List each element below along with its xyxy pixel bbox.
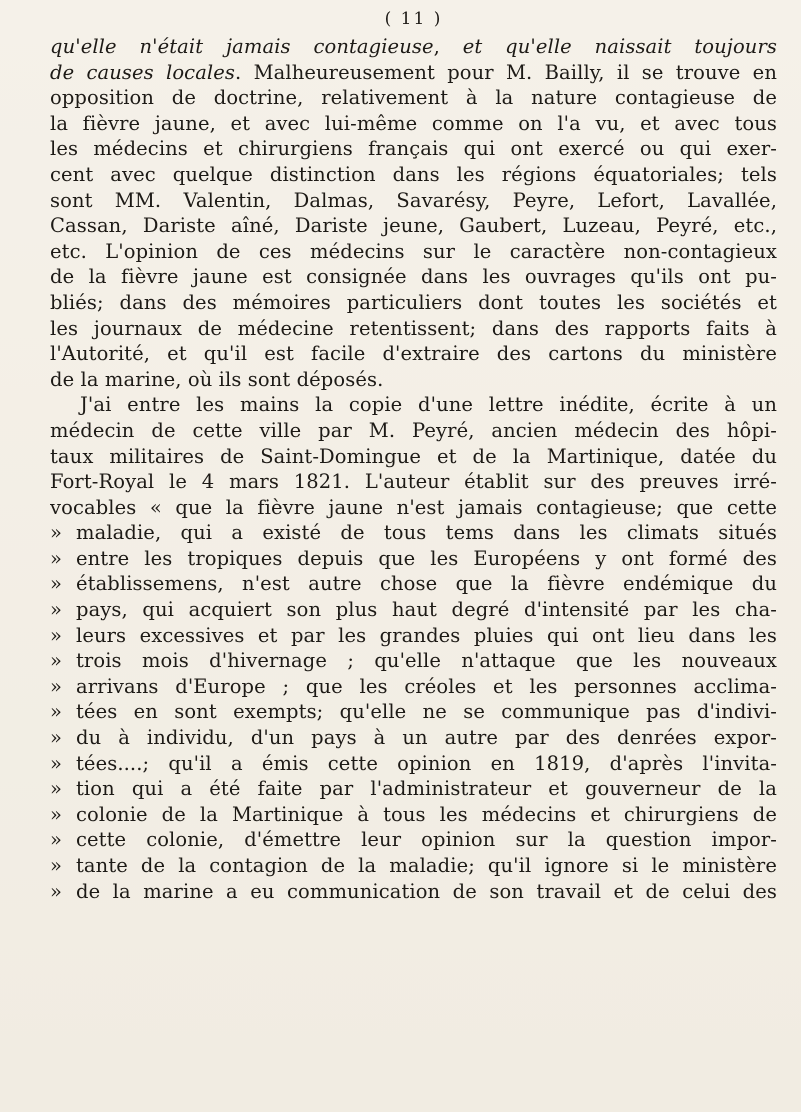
line-text: entre les tropiques depuis que les Européens y ont formé des bbox=[76, 546, 777, 570]
line-text: maladie, qui a existé de tous tems dans les climats situés bbox=[76, 521, 777, 545]
line-text: , bbox=[433, 35, 463, 58]
line-text: établissemens, n'est autre chose que la fièvre endémique du bbox=[76, 572, 777, 596]
text-line: les médecins et chirurgiens français qui ont exercé ou qui exer- bbox=[50, 137, 777, 161]
quote-mark: » bbox=[50, 751, 63, 775]
line-text: colonie de la Martinique à tous les médecins et chirurgiens de bbox=[76, 802, 777, 826]
line-text: . Malheureusement pour M. Bailly, il se trouve en bbox=[235, 60, 777, 84]
quote-mark: » bbox=[50, 700, 63, 724]
quoted-line bbox=[50, 776, 777, 802]
line-text: tion qui a été faite par l'administrateur et gouverneur de la bbox=[76, 777, 777, 801]
quoted-line bbox=[50, 725, 777, 751]
text-line bbox=[50, 60, 777, 86]
quoted-line bbox=[50, 674, 777, 700]
quote-mark: » bbox=[50, 572, 63, 596]
text-line: Cassan, Dariste aîné, Dariste jeune, Gaubert, Luzeau, Peyré, etc., bbox=[50, 214, 777, 238]
text-line: les journaux de médecine retentissent; dans des rapports faits à bbox=[50, 316, 777, 340]
line-text: arrivans d'Europe ; que les créoles et les personnes acclima- bbox=[76, 674, 777, 698]
line-text: tées....; qu'il a émis cette opinion en 1819, d'après l'invita- bbox=[76, 751, 777, 775]
quoted-line bbox=[50, 751, 777, 777]
text-line: opposition de doctrine, relativement à la nature contagieuse de bbox=[50, 86, 777, 110]
quoted-line bbox=[50, 520, 777, 546]
quote-mark: » bbox=[50, 649, 63, 673]
text-line: vocables « que la fièvre jaune n'est jamais contagieuse; que cette bbox=[50, 495, 777, 519]
text-line bbox=[50, 34, 777, 60]
text-line: la fièvre jaune, et avec lui-même comme on l'a vu, et avec tous bbox=[50, 111, 777, 135]
quoted-line bbox=[50, 827, 777, 853]
line-text: de la marine a eu communication de son travail et de celui des bbox=[76, 879, 777, 903]
quote-mark: » bbox=[50, 854, 63, 877]
line-text: trois mois d'hivernage ; qu'elle n'attaque que les nouveaux bbox=[76, 649, 777, 673]
italic-text: et qu'elle naissait toujours bbox=[462, 35, 777, 58]
text-line: de la marine, où ils sont déposés. bbox=[50, 367, 384, 391]
quote-mark: » bbox=[50, 726, 63, 750]
quoted-line bbox=[50, 623, 777, 649]
quoted-line bbox=[50, 546, 777, 572]
text-line: Fort-Royal le 4 mars 1821. L'auteur établit sur des preuves irré- bbox=[50, 470, 777, 494]
quoted-line bbox=[50, 802, 777, 828]
quote-mark: » bbox=[50, 828, 63, 852]
page-number: ( 11 ) bbox=[384, 9, 443, 29]
quote-mark: » bbox=[50, 777, 63, 801]
quoted-line bbox=[50, 879, 777, 905]
quote-mark: » bbox=[50, 879, 63, 903]
quote-mark: » bbox=[50, 598, 63, 622]
italic-text: qu'elle n'était jamais contagieuse bbox=[50, 35, 434, 58]
quote-mark: » bbox=[50, 802, 63, 826]
quote-mark: » bbox=[50, 546, 63, 570]
quote-mark: » bbox=[50, 521, 63, 545]
line-text: pays, qui acquiert son plus haut degré d'intensité par les cha- bbox=[76, 598, 777, 622]
quoted-line bbox=[50, 597, 777, 623]
text-line: etc. L'opinion de ces médecins sur le caractère non-contagieux bbox=[50, 239, 777, 263]
line-text: tées en sont exempts; qu'elle ne se communique pas d'indivi- bbox=[76, 700, 777, 724]
text-block bbox=[50, 34, 777, 904]
line-text: cette colonie, d'émettre leur opinion sur la question impor- bbox=[76, 828, 777, 852]
text-line: cent avec quelque distinction dans les régions équatoriales; tels bbox=[50, 162, 777, 186]
quoted-line bbox=[50, 571, 777, 597]
text-line: l'Autorité, et qu'il est facile d'extraire des cartons du ministère bbox=[50, 342, 777, 366]
text-line: sont MM. Valentin, Dalmas, Savarésy, Peyre, Lefort, Lavallée, bbox=[50, 188, 777, 212]
line-text: leurs excessives et par les grandes pluies qui ont lieu dans les bbox=[76, 623, 777, 647]
text-line: J'ai entre les mains la copie d'une lettre inédite, écrite à un bbox=[80, 393, 777, 417]
text-line: taux militaires de Saint-Domingue et de la Martinique, datée du bbox=[50, 444, 777, 468]
paragraph-1 bbox=[50, 34, 777, 392]
quoted-line bbox=[50, 699, 777, 725]
paragraph-2 bbox=[50, 392, 777, 904]
italic-text: de causes locales bbox=[50, 60, 236, 84]
quoted-line bbox=[50, 853, 777, 879]
text-line: médecin de cette ville par M. Peyré, ancien médecin des hôpi- bbox=[50, 418, 777, 442]
quoted-line bbox=[50, 648, 777, 674]
text-line: de la fièvre jaune est consignée dans les ouvrages qu'ils ont pu- bbox=[50, 265, 777, 289]
quote-mark: » bbox=[50, 674, 63, 698]
quote-mark: » bbox=[50, 623, 63, 647]
line-text: du à individu, d'un pays à un autre par des denrées expor- bbox=[76, 726, 777, 750]
text-line: bliés; dans des mémoires particuliers dont toutes les sociétés et bbox=[50, 290, 777, 314]
line-text: tante de la contagion de la maladie; qu'il ignore si le ministère bbox=[76, 854, 777, 877]
